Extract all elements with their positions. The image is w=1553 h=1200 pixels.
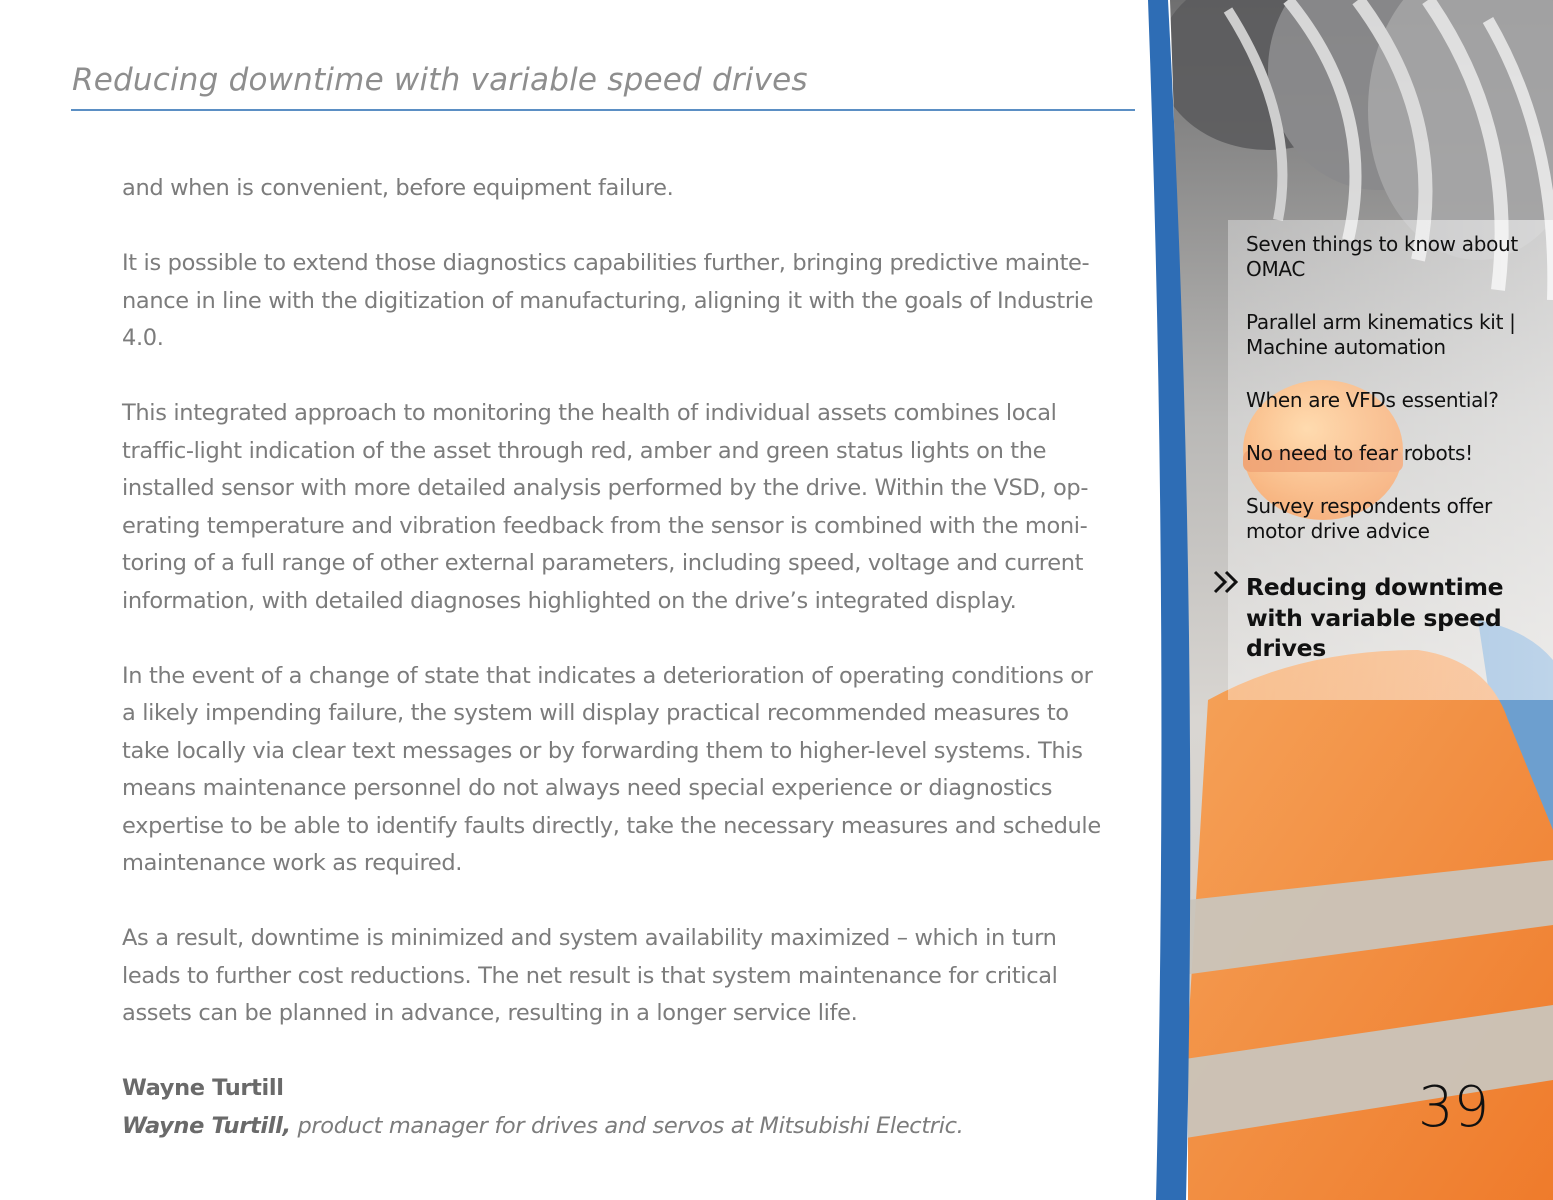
side-menu-item-vfds[interactable]: When are VFDs essential? (1246, 388, 1499, 412)
side-menu-item-robots[interactable]: No need to fear robots! (1246, 441, 1473, 465)
side-menu-item-omac[interactable]: Seven things to know about OMAC (1246, 232, 1518, 281)
paragraph: As a result, downtime is minimized and system availability maximized – which in turn leads to further cost reductions. The net result is that system maintenance for critical assets can be planned in advance, resulting in a longer service life. (122, 925, 1058, 1026)
side-menu-item-parallel-arm[interactable]: Parallel arm kinematics kit | Machine automation (1246, 310, 1516, 359)
page-title: Reducing downtime with variable speed drives (72, 62, 808, 98)
double-chevron-right-icon (1212, 568, 1242, 598)
title-divider (71, 109, 1135, 111)
paragraph: It is possible to extend those diagnostics capabilities further, bringing predictive mainte-nance in line with the digitization of manufacturing, aligning it with the goals of Industrie 4.0. (122, 250, 1094, 351)
side-menu (1246, 232, 1546, 692)
author-bio-text: product manager for drives and servos at Mitsubishi Electric. (290, 1112, 964, 1139)
article-body (122, 170, 1107, 1145)
side-panel (1148, 0, 1553, 1200)
author-bio (122, 1108, 1107, 1146)
side-menu-item-reducing-downtime[interactable] (1246, 572, 1546, 664)
paragraph: and when is convenient, before equipment failure. (122, 175, 674, 201)
author-name: Wayne Turtill (122, 1075, 284, 1101)
author-bio-name: Wayne Turtill, (122, 1112, 291, 1139)
page-number: 39 (1418, 1075, 1490, 1140)
paragraph: This integrated approach to monitoring the health of individual assets combines local traffic-light indication of the asset through red, amber and green status lights on the installed sensor with more detailed analysis performed by the drive. Within the VSD, op-erating temperature and vibration feedback from the sensor is combined with the moni-toring of a full range of other external parameters, including speed, voltage and current information, with detailed diagnoses highlighted on the drive’s integrated display. (122, 400, 1089, 614)
paragraph: In the event of a change of state that indicates a deterioration of operating conditions or a likely impending failure, the system will display practical recommended measures to take locally via clear text messages or by forwarding them to higher-level systems. This means maintenance personnel do not always need special experience or diagnostics expertise to be able to identify faults directly, take the necessary measures and schedule maintenance work as required. (122, 662, 1101, 876)
side-menu-active-label: Reducing downtime with variable speed drives (1246, 573, 1504, 662)
side-menu-item-survey[interactable]: Survey respondents offer motor drive advice (1246, 494, 1492, 543)
